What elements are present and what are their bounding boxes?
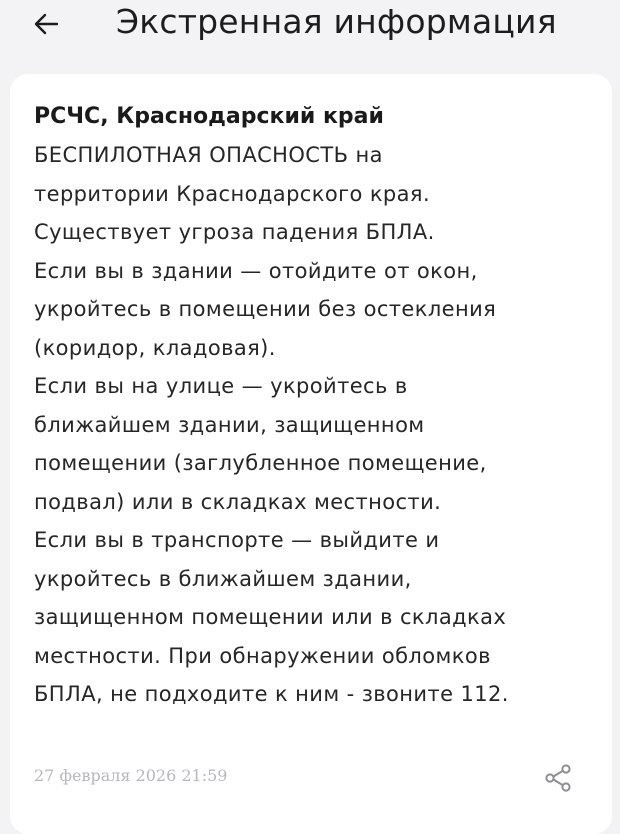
message-line: БЕСПИЛОТНАЯ ОПАСНОСТЬ на [34,143,383,167]
message-line: БПЛА, не подходите к ним - звоните 112. [34,682,509,706]
message-line: помещении (заглубленное помещение, [34,451,487,475]
alert-card [10,74,612,834]
message-line: Если вы в транспорте — выйдите и [34,528,440,552]
message-line: (коридор, кладовая). [34,335,276,360]
alert-content [34,100,594,714]
back-button[interactable] [24,4,68,44]
arrow-left-icon [33,12,59,36]
share-icon [543,763,573,793]
alert-timestamp: 27 февраля 2026 21:59 [34,766,228,785]
message-line: укройтесь в помещении без остекления [34,297,497,321]
app-header [0,0,620,70]
message-line: Если вы в здании — отойдите от окон, [34,258,478,283]
page-title: Экстренная информация [116,2,557,41]
alert-source: РСЧС, Краснодарский край [34,104,384,129]
message-line: подвал) или в складках местности. [34,489,442,514]
share-button[interactable] [538,758,578,798]
alert-footer [34,764,594,796]
message-line: местности. При обнаружении обломков [34,643,491,668]
message-line: укройтесь в ближайшем здании, [34,566,412,591]
alert-message [34,136,594,714]
message-line: Если вы на улице — укройтесь в [34,374,408,398]
message-line: Существует угроза падения БПЛА. [34,220,435,244]
message-line: защищенном помещении или в складках [34,605,507,629]
message-line: территории Краснодарского края. [34,181,431,206]
message-line: ближайшем здании, защищенном [34,412,425,437]
